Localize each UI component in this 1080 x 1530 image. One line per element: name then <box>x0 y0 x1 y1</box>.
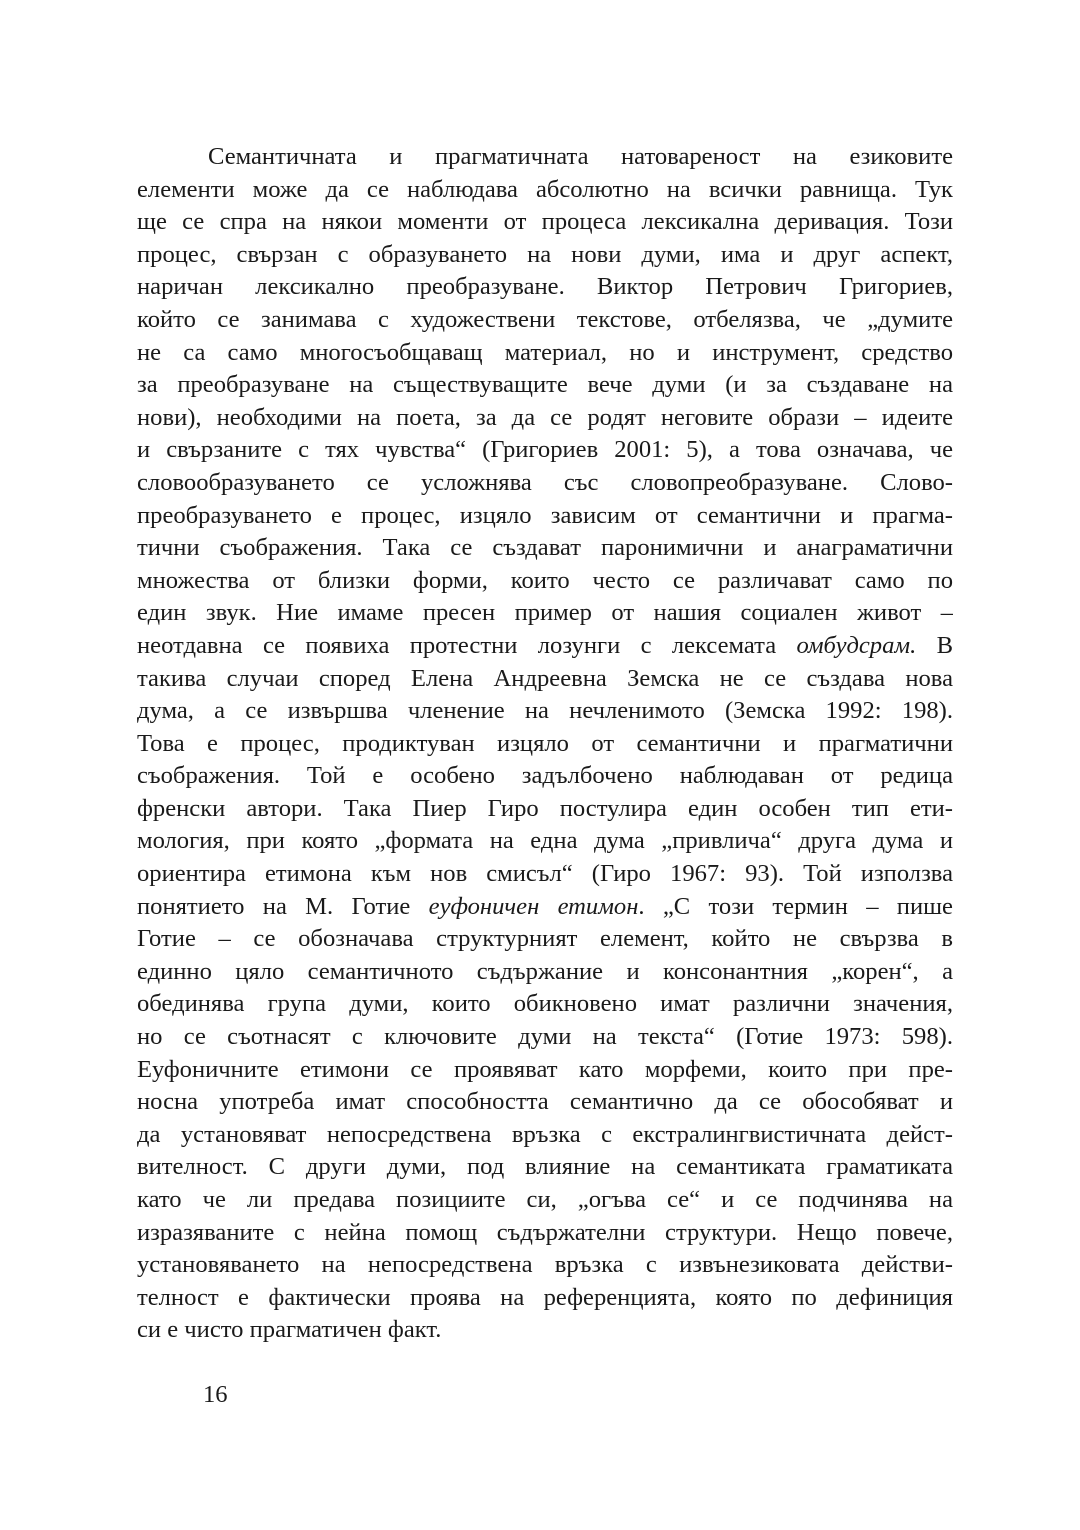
text-line: съображения. Той е особено задълбочено наблюдаван от редица <box>137 762 953 790</box>
text-line: но се съотнасят с ключовите думи на текста“ (Готие 1973: 598). <box>137 1023 953 1051</box>
page-number: 16 <box>203 1381 228 1408</box>
body-paragraph <box>137 141 953 1347</box>
text-line: за преобразуване на съществуващите вече думи (и за създаване на <box>137 371 953 399</box>
line-text-after: . „С този термин – пише <box>638 892 953 920</box>
text-line: телност е фактически проява на референцията, която по дефиниция <box>137 1283 953 1311</box>
text-line: установяването на непосредствена връзка с извънезиковата действи- <box>137 1251 953 1279</box>
line-text-before: неотдавна се появиха протестни лозунги с лексемата <box>137 631 797 659</box>
text-line: който се занимава с художествени текстове, отбелязва, че „думите <box>137 305 953 333</box>
text-line: Семантичната и прагматичната натовареност на езиковите <box>208 143 953 170</box>
text-line-with-italic <box>137 891 953 924</box>
text-line: френски автори. Така Пиер Гиро постулира един особен тип ети- <box>137 794 953 822</box>
line-text-after: В <box>916 631 953 659</box>
text-line: множества от близки форми, които често се различават само по <box>137 566 953 594</box>
text-line: словообразуването се усложнява със словопреобразуване. Слово- <box>137 468 953 496</box>
text-line: Еуфоничните етимони се проявяват като морфеми, които при пре- <box>137 1055 953 1083</box>
text-line: тични съображения. Така се създават паронимични и анаграматични <box>137 534 953 562</box>
text-line: един звук. Ние имаме пресен пример от нашия социален живот – <box>137 599 953 627</box>
text-line: изразяваните с нейна помощ съдържателни структури. Нещо повече, <box>137 1218 953 1246</box>
text-line: обединява група думи, които обикновено имат различни значения, <box>137 990 953 1018</box>
text-line: не са само многосъобщаващ материал, но и инструмент, средство <box>137 338 953 366</box>
text-line: Готие – се обозначава структурният елемент, който не свързва в <box>137 925 953 953</box>
italic-term-eufonichen-etimon: еуфоничен етимон <box>428 892 639 920</box>
text-line-last: си е чисто прагматичен факт. <box>137 1316 442 1344</box>
text-line-with-italic <box>137 630 953 663</box>
text-line: единно цяло семантичното съдържание и консонантния „корен“, а <box>137 957 953 985</box>
text-line: преобразуването е процес, изцяло зависим от семантични и прагма- <box>137 501 953 529</box>
text-line: нови), необходими на поета, за да се родят неговите образи – идеите <box>137 403 953 431</box>
text-line: да установяват непосредствена връзка с екстралингвистичната дейст- <box>137 1120 953 1148</box>
text-line: процес, свързан с образуването на нови думи, има и друг аспект, <box>137 240 953 268</box>
italic-term-ombudsram: омбудсрам. <box>796 631 917 659</box>
text-line: дума, а се извършва членение на нечленимото (Земска 1992: 198). <box>137 697 953 725</box>
text-line: носна употреба имат способността семантично да се обособяват и <box>137 1088 953 1116</box>
line-text-before: понятието на М. Готие <box>137 892 429 920</box>
text-line: ще се спра на някои моменти от процеса лексикална деривация. Този <box>137 208 953 236</box>
text-line: мология, при която „формата на една дума „привлича“ друга дума и <box>137 827 953 855</box>
text-line: ориентира етимона към нов смисъл“ (Гиро 1967: 93). Той използва <box>137 860 953 888</box>
text-line: и свързаните с тях чувства“ (Григориев 2001: 5), а това означава, че <box>137 436 953 464</box>
text-line: такива случаи според Елена Андреевна Земска не се създава нова <box>137 664 953 692</box>
text-line: елементи може да се наблюдава абсолютно на всички равнища. Тук <box>137 175 953 203</box>
text-line: вителност. С други думи, под влияние на семантиката граматиката <box>137 1153 953 1181</box>
text-line: като че ли предава позициите си, „огъва се“ и се подчинява на <box>137 1186 953 1213</box>
text-line: наричан лексикално преобразуване. Виктор Петрович Григориев, <box>137 273 953 301</box>
text-line: Това е процес, продиктуван изцяло от семантични и прагматични <box>137 729 953 757</box>
